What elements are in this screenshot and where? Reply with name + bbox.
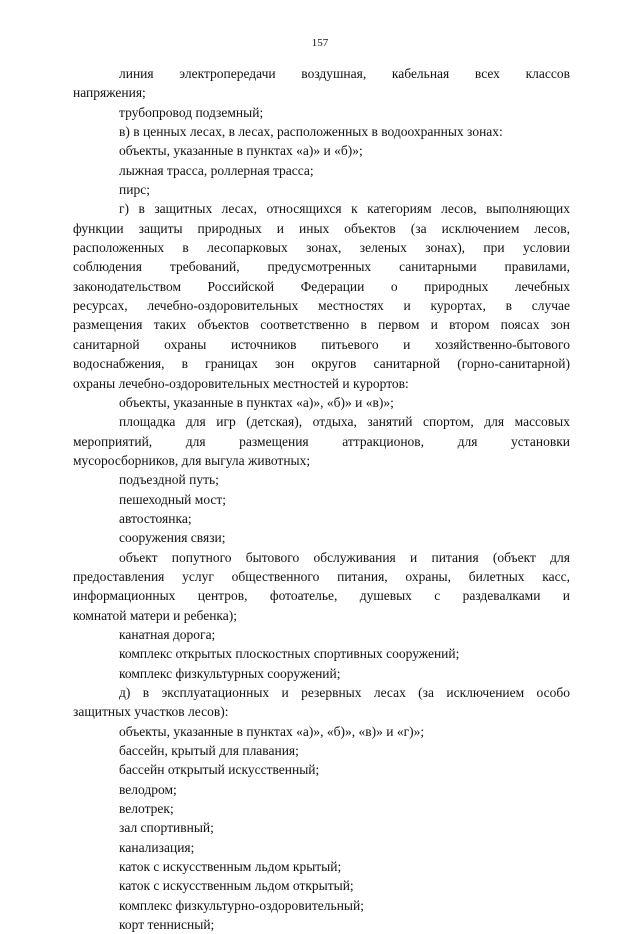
text-line: сооружения связи; bbox=[119, 530, 226, 546]
text-line: корт теннисный; bbox=[119, 917, 215, 933]
text-line: напряжения; bbox=[73, 85, 146, 101]
text-line: трубопровод подземный; bbox=[119, 104, 264, 120]
text-line: объекты, указанные в пунктах «а)» и «б)»; bbox=[119, 143, 363, 159]
page-number: 157 bbox=[311, 37, 329, 49]
text-line: санитарной охраны источников питьевого и хозяйственно-бытового bbox=[73, 336, 570, 352]
text-line: охраны лечебно-оздоровительных местностей и курортов: bbox=[73, 375, 409, 391]
text-line: комнатой матери и ребенка); bbox=[73, 607, 238, 623]
text-line: расположенных в лесопарковых зонах, зеленых зонах), при условии bbox=[73, 240, 570, 256]
text-line: автостоянка; bbox=[119, 510, 192, 526]
text-line: мусоросборников, для выгула животных; bbox=[73, 452, 311, 468]
text-line: комплекс физкультурных сооружений; bbox=[119, 665, 341, 681]
text-line: мероприятий, для размещения аттракционов, для установки bbox=[73, 433, 570, 449]
text-line: канализация; bbox=[119, 839, 195, 855]
text-line: комплекс открытых плоскостных спортивных сооружений; bbox=[119, 646, 460, 662]
text-line: линия электропередачи воздушная, кабельная всех классов bbox=[119, 66, 570, 81]
text-line: соблюдения требований, предусмотренных санитарными правилами, bbox=[73, 259, 570, 275]
text-line: размещения таких объектов соответственно в первом и втором поясах зон bbox=[73, 317, 570, 333]
text-line: комплекс физкультурно-оздоровительный; bbox=[119, 897, 364, 913]
text-line: объект попутного бытового обслуживания и питания (объект для bbox=[119, 549, 570, 565]
text-line: водоснабжения, в границах зон округов санитарной (горно-санитарной) bbox=[73, 356, 570, 372]
text-line: каток с искусственным льдом крытый; bbox=[119, 859, 342, 875]
text-line: д) в эксплуатационных и резервных лесах (за исключением особо bbox=[119, 685, 570, 700]
text-line: информационных центров, фотоателье, душевых с раздевалками и bbox=[73, 588, 570, 604]
text-line: законодательством Российской Федерации о природных лечебных bbox=[73, 278, 570, 294]
text-line: канатная дорога; bbox=[119, 626, 216, 642]
document-body bbox=[73, 64, 570, 934]
text-line: объекты, указанные в пунктах «а)», «б)» и «в)»; bbox=[119, 394, 394, 410]
text-line: защитных участков лесов): bbox=[73, 704, 229, 720]
text-line: площадка для игр (детская), отдыха, занятий спортом, для массовых bbox=[119, 414, 570, 430]
text-line: лыжная трасса, роллерная трасса; bbox=[119, 162, 314, 178]
text-line: бассейн открытый искусственный; bbox=[119, 762, 320, 778]
text-line: велодром; bbox=[119, 781, 177, 797]
text-line: зал спортивный; bbox=[119, 820, 214, 836]
text-line: в) в ценных лесах, в лесах, расположенных в водоохранных зонах: bbox=[119, 124, 503, 140]
text-line: г) в защитных лесах, относящихся к категориям лесов, выполняющих bbox=[119, 201, 570, 217]
text-line: пешеходный мост; bbox=[119, 491, 227, 507]
text-line: функции защиты природных и иных объектов (за исключением лесов, bbox=[73, 220, 570, 236]
text-line: пирс; bbox=[119, 182, 150, 198]
text-line: подъездной путь; bbox=[119, 472, 219, 488]
text-line: предоставления услуг общественного питания, охраны, билетных касс, bbox=[73, 568, 570, 584]
text-line: бассейн, крытый для плавания; bbox=[119, 743, 299, 759]
text-line: каток с искусственным льдом открытый; bbox=[119, 878, 354, 894]
text-line: велотрек; bbox=[119, 801, 174, 817]
text-line: ресурсах, лечебно-оздоровительных местностях и курортах, в случае bbox=[73, 298, 570, 314]
text-line: объекты, указанные в пунктах «а)», «б)», «в)» и «г)»; bbox=[119, 723, 425, 739]
